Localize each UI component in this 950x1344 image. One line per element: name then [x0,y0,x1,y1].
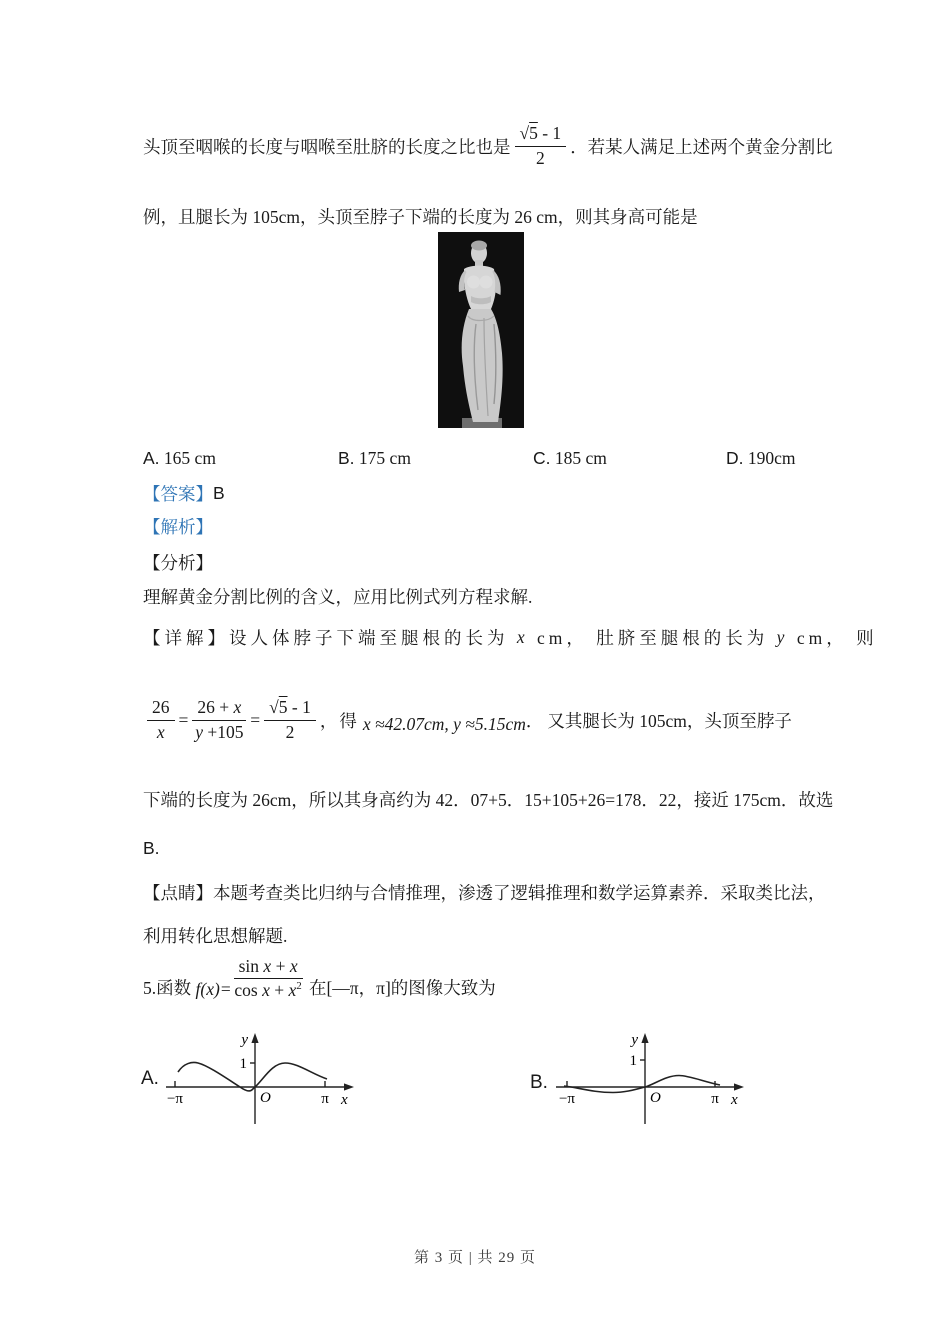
fraction-26-x [147,698,175,742]
option-b-text: 175 cm [358,448,411,468]
fraction-26x-y105 [192,698,246,742]
frac3-num [264,698,316,720]
den-var-1: x [262,979,270,1000]
detail-line2: 下端的长度为 26cm，所以其身高约为 42．07+5．15+105+26=178．22，接近 175cm．故选 [143,790,834,810]
var-x: x [516,627,529,647]
graph-a-xlabel: x [341,1092,348,1108]
graph-a-label: A. [141,1068,159,1089]
graph-b-label: B. [530,1072,548,1093]
xiangjie-seg2: cm， 肚脐至腿根的长为 [528,628,777,648]
option-b [338,448,411,469]
radicand-2: 5 [278,697,288,718]
frac3-den: 2 [285,721,295,742]
jiexi-marker: 【解析】 [143,517,213,537]
q5-suffix: 在[—π，π]的图像大致为 [304,978,496,998]
dianjing-marker: 【点睛】 [143,883,213,903]
graph-a-tick1: 1 [239,1056,247,1072]
graph-a-ylabel: y [241,1032,248,1048]
golden-ratio-fraction [515,124,567,168]
q4-line1-pre: 头顶至咽喉的长度与咽喉至肚脐的长度之比也是 [143,136,511,157]
graph-a-pi: π [321,1091,329,1107]
graph-a-negpi: −π [166,1091,184,1107]
dianjing-text1: 本题考查类比归纳与合情推理，渗透了逻辑推理和数学运算素养．采取类比法， [213,883,826,903]
equals-sign-2: = [250,709,261,730]
detail-line3: B. [143,838,160,858]
frac1-den: x [156,721,165,742]
numerator-rest: - 1 [537,123,562,144]
equation-line [143,692,792,748]
dianjing-line1 [143,880,826,905]
radicand: 5 [529,123,538,144]
graph-b [548,1030,748,1130]
den-var-2: x [288,979,297,1000]
fenxi-text: 理解黄金分割比例的含义，应用比例式列方程求解. [143,587,533,607]
graph-b-xlabel: x [731,1092,738,1108]
option-d-text: 190cm [747,448,796,468]
frac2-num-var: x [233,697,242,718]
q5-statement [143,952,496,1000]
sqrt-sign-2: √ [269,697,279,718]
q5-fx: f(x)= [195,979,232,999]
q5-prefix: 5.函数 [143,978,196,998]
fraction-golden-2 [264,698,316,742]
q5-frac-num [234,957,303,979]
graph-a-origin: O [260,1090,271,1106]
frac2-num [192,698,246,720]
q4-line1-post: ．若某人满足上述两个黄金分割比 [570,136,833,157]
den-plus: + [269,979,289,1000]
venus-statue-drawing [438,232,524,428]
equals-sign-1: = [178,709,189,730]
graph-b-origin: O [650,1090,661,1106]
q5-fraction [234,957,303,1001]
period: ． [525,710,544,731]
cos-fn: cos [234,979,263,1000]
fenxi-marker: 【分析】 [143,553,213,573]
equation-tail-text: 又其腿长为 105cm，头顶至脖子 [547,710,792,731]
q5-frac-den [234,979,301,1000]
graph-b-ylabel: y [631,1032,638,1048]
de-character: 得 [339,710,357,731]
answer-line [143,481,225,506]
num-var-1: x [263,955,272,976]
option-a [143,448,216,469]
option-a-letter: A. [143,448,160,468]
option-a-text: 165 cm [163,448,216,468]
num-plus: + [271,955,290,976]
graph-a [158,1030,358,1130]
dianjing-line2: 利用转化思想解题. [143,926,288,946]
fraction-denominator: 2 [535,147,545,168]
comma: ， [319,710,338,731]
graph-b-tick1: 1 [629,1053,637,1069]
frac2-num-const: 26 + [197,697,234,718]
fraction-numerator [515,124,567,146]
graph-b-negpi: −π [558,1091,576,1107]
option-c-letter: C. [533,448,551,468]
option-c [533,448,607,469]
xiangjie-seg1: 设人体脖子下端至腿根的长为 [229,628,517,648]
frac3-num-rest: - 1 [287,697,311,718]
xiangjie-seg3: cm， 则 [788,628,878,648]
frac1-num: 26 [147,698,175,720]
den-exponent: 2 [296,979,302,992]
answer-value: B [213,483,225,503]
sqrt-sign: √ [519,123,530,144]
option-d [726,448,796,469]
option-c-text: 185 cm [554,448,607,468]
graph-b-pi: π [711,1091,719,1107]
num-var-2: x [289,955,298,976]
option-b-letter: B. [338,448,355,468]
xiangjie-marker: 【详解】 [143,628,229,648]
var-y: y [776,627,789,647]
option-d-letter: D. [726,448,744,468]
solution-values: x ≈42.07cm, y ≈5.15cm [362,713,526,734]
frac2-den-var: y [195,721,203,742]
sin-fn: sin [238,955,264,976]
page-footer: 第 3 页 | 共 29 页 [413,1250,536,1266]
venus-statue-image [438,232,524,428]
q4-statement-line1 [143,112,833,180]
frac2-den [195,721,243,742]
frac2-den-const: +105 [202,721,244,742]
answer-marker: 【答案】 [143,484,213,504]
xiangjie-line [143,625,878,650]
q4-statement-line2: 例，且腿长为 105cm，头顶至脖子下端的长度为 26 cm，则其身高可能是 [143,207,698,227]
